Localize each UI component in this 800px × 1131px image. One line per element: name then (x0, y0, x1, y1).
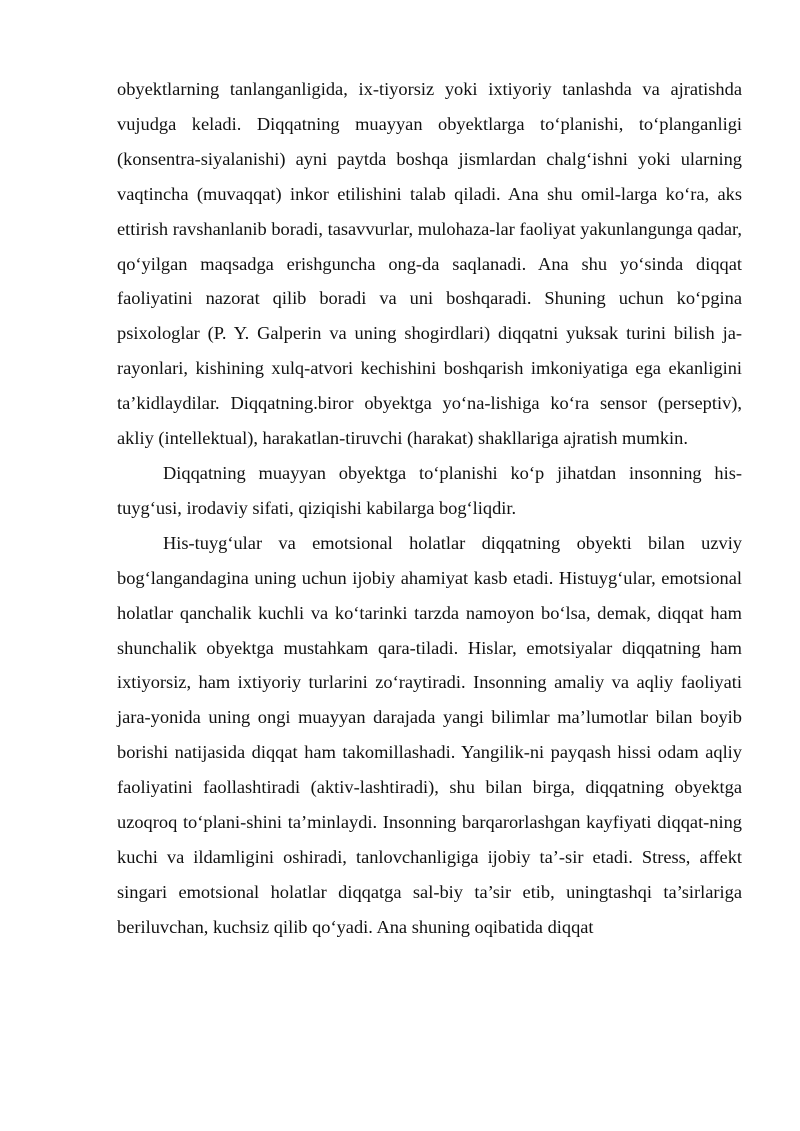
body-text (117, 72, 742, 945)
paragraph: Diqqatning muayyan obyektga to‘planishi ko‘p jihatdan insonning his-tuyg‘usi, irodaviy sifati, qiziqishi kabilarga bog‘liqdir. (117, 462, 742, 518)
paragraph: His-tuyg‘ular va emotsional holatlar diqqatning obyekti bilan uzviy bog‘langandagina uning uchun ijobiy ahamiyat kasb etadi. Histuyg‘ular, emotsional holatlar qanchalik kuchli va ko‘tarinki tarzda namoyon bo‘lsa, demak, diqqat ham shunchalik obyektga mustahkam qara-tiladi. Hislar, emotsiyalar diqqatning ham ixtiyorsiz, ham ixtiyoriy turlarini zo‘raytiradi. Insonning amaliy va aqliy faoliyati jara-yonida uning ongi muayyan darajada yangi bilimlar ma’lumotlar bilan boyib borishi natijasida diqqat ham takomillashadi. Yangilik-ni payqash hissi odam aqliy faoliyatini faollashtiradi (aktiv-lashtiradi), shu bilan birga, diqqatning obyektga uzoqroq to‘plani-shini ta’minlaydi. Insonning barqarorlashgan kayfiyati diqqat-ning kuchi va ildamligini oshiradi, tanlovchanligiga ijobiy ta’-sir etadi. Stress, affekt singari emotsional holatlar diqqatga sal-biy ta’sir etib, uningtashqi ta’sirlariga beriluvchan, kuchsiz qilib qo‘yadi. Ana shuning oqibatida diqqat (117, 532, 742, 937)
paragraph: obyektlarning tanlanganligida, ix-tiyorsiz yoki ixtiyoriy tanlashda va ajratishda vujudga keladi. Diqqatning muayyan obyektlarga to‘planishi, to‘planganligi (konsentra-siyalanishi) ayni paytda boshqa jismlardan chalg‘ishni yoki ularning vaqtincha (muvaqqat) inkor etilishini talab qiladi. Ana shu omil-larga ko‘ra, aks ettirish ravshanlanib boradi, tasavvurlar, mulohaza-lar faoliyat yakunlangunga qadar, qo‘yilgan maqsadga erishguncha ong-da saqlanadi. Ana shu yo‘sinda diqqat faoliyatini nazorat qilib boradi va uni boshqaradi. Shuning uchun ko‘pgina psixologlar (P. Y. Galperin va uning shogirdlari) diqqatni yuksak turini bilish ja-rayonlari, kishining xulq-atvori kechishini boshqarish imkoniyatiga ega ekanligini ta’kidlaydilar. Diqqatning.biror obyektga yo‘na-lishiga ko‘ra sensor (perseptiv), akliy (intellektual), harakatlan-tiruvchi (harakat) shakllariga ajratish mumkin. (117, 79, 742, 449)
